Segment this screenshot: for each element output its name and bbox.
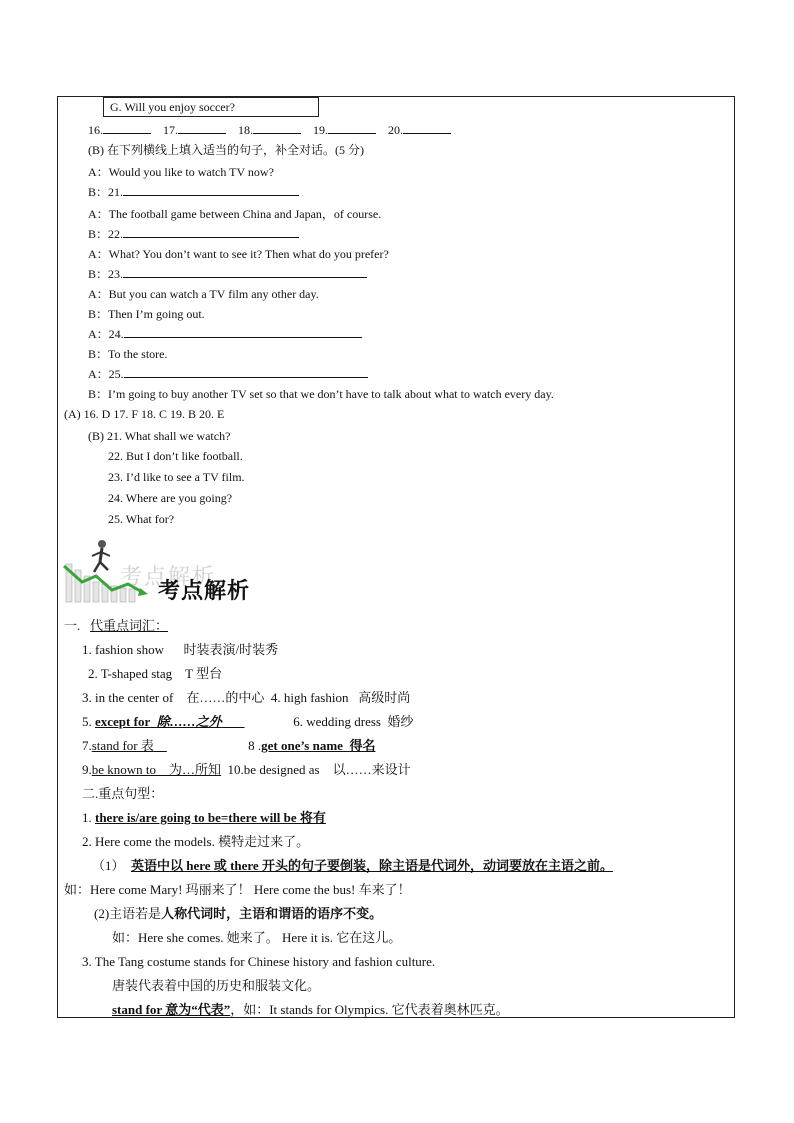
vocab-cn: 在……的中心	[186, 690, 265, 705]
dialogue-text: But you can watch a TV film any other day.	[108, 287, 319, 301]
speaker-label: B：	[88, 227, 109, 241]
vocab-item-7-8	[82, 737, 375, 755]
sentence-1	[82, 809, 326, 827]
blank-label-16: 16.	[88, 123, 103, 137]
blank-label-18: 18.	[238, 123, 253, 137]
answer-blank-20[interactable]	[403, 122, 451, 134]
sentence-3-note	[112, 1001, 509, 1019]
dialogue-line	[88, 206, 381, 222]
vocab-num: 9.	[82, 762, 92, 777]
answers-part-a: (A) 16. D 17. F 18. C 19. B 20. E	[64, 407, 225, 421]
answer-blank-23[interactable]	[123, 266, 367, 278]
part-b-instruction: (B) 在下列横线上填入适当的句子，补全对话。(5 分)	[88, 143, 364, 157]
sentence-2-example-2: 如：Here she comes. 她来了。 Here it is. 它在这儿。	[112, 930, 402, 945]
sentences-heading: 二.重点句型：	[82, 786, 164, 801]
answer-blank-24[interactable]	[124, 326, 362, 338]
sentence-2: 2. Here come the models. 模特走过来了。	[82, 834, 310, 849]
dialogue-line	[88, 366, 368, 382]
vocab-en: except for 除……之外	[95, 714, 222, 729]
vocab-item-9-10	[82, 761, 411, 779]
answer-b-line: 23. I’d like to see a TV film.	[108, 470, 245, 484]
speaker-label: A：	[88, 247, 109, 261]
blank-label-19: 19.	[313, 123, 328, 137]
answer-b-line: 22. But I don’t like football.	[108, 449, 243, 463]
dialogue-text: The football game between China and Japan，of course.	[108, 207, 382, 221]
dialogue-text: 24.	[108, 327, 124, 341]
sentence-text: there is/are going to be=there will be 将有	[95, 810, 326, 825]
speaker-label: A：	[88, 327, 109, 341]
option-g-box: G. Will you enjoy soccer?	[103, 97, 319, 117]
answer-blank-21[interactable]	[123, 184, 299, 196]
vocab-cn: 以……来设计	[332, 762, 411, 777]
note-text: ，如：It stands for Olympics. 它代表着奥林匹克。	[230, 1002, 509, 1017]
vocab-en: be known to 为…所知	[91, 762, 222, 777]
dialogue-line	[88, 164, 274, 180]
answer-b-line: 24. Where are you going?	[108, 491, 233, 505]
sentence-2-rule-2	[94, 905, 382, 923]
vocab-item-5-6	[82, 713, 414, 731]
vocab-cn: 婚纱	[387, 714, 414, 729]
blank-label-20: 20.	[388, 123, 403, 137]
sentence-2-rule	[92, 857, 613, 875]
speaker-label: B：	[88, 387, 109, 401]
vocab-num: 5.	[82, 714, 92, 729]
answer-blank-row	[88, 122, 451, 138]
speaker-label: A：	[88, 207, 109, 221]
sentence-num: 1.	[82, 810, 92, 825]
dialogue-line	[88, 306, 205, 322]
speaker-label: A：	[88, 287, 109, 301]
heading-number: 一.	[64, 618, 81, 633]
note-keyword: stand for 意为“代表”	[112, 1002, 231, 1017]
answer-b-line: 25. What for?	[108, 512, 175, 526]
speaker-label: A：	[88, 165, 109, 179]
dialogue-text: 25.	[108, 367, 124, 381]
vocab-en: 1. fashion show	[82, 642, 164, 657]
dialogue-line	[88, 246, 389, 262]
vocab-item-2	[88, 665, 222, 683]
speaker-label: A：	[88, 367, 109, 381]
dialogue-line	[88, 326, 362, 342]
vocab-num: 7.	[82, 738, 92, 753]
rule-text: 英语中以 here 或 there 开头的句子要倒装，除主语是代词外，动词要放在主语之前。	[131, 858, 613, 873]
vocab-en: 10.be designed as	[227, 762, 320, 777]
speaker-label: B：	[88, 347, 109, 361]
rule-num: (2)主语若是	[94, 906, 162, 921]
dialogue-text: 23.	[108, 267, 124, 281]
vocab-num: 8 .	[248, 738, 262, 753]
dialogue-line	[88, 184, 299, 200]
vocab-item-3-4	[82, 689, 410, 707]
vocab-en: stand for 表	[91, 738, 154, 753]
section-logo-ghost: 考点解析	[120, 565, 217, 590]
rule-num: （1）	[92, 858, 125, 873]
rule-text: 人称代词时，主语和谓语的语序不变。	[161, 906, 383, 921]
dialogue-line	[88, 266, 367, 282]
vocab-cn: 时装表演/时装秀	[183, 642, 279, 657]
vocab-en: 6. wedding dress	[293, 714, 381, 729]
speaker-label: B：	[88, 267, 109, 281]
dialogue-line	[88, 386, 554, 402]
dialogue-text: 22.	[108, 227, 124, 241]
answer-blank-18[interactable]	[253, 122, 301, 134]
speaker-label: B：	[88, 307, 109, 321]
vocab-en: get one’s name 得名	[261, 738, 376, 753]
sentence-3: 3. The Tang costume stands for Chinese history and fashion culture.	[82, 954, 436, 969]
section-title: 考点解析	[158, 579, 251, 604]
answer-blank-19[interactable]	[328, 122, 376, 134]
speaker-label: B：	[88, 185, 109, 199]
answer-blank-17[interactable]	[178, 122, 226, 134]
vocab-en: 2. T-shaped stag	[88, 666, 173, 681]
sentence-2-example: 如：Here come Mary! 玛丽来了！ Here come the bus! 车来了！	[64, 882, 411, 897]
dialogue-line	[88, 346, 168, 362]
dialogue-text: I’m going to buy another TV set so that we don’t have to talk about what to watch every day.	[108, 387, 554, 401]
dialogue-text: Would you like to watch TV now?	[108, 165, 274, 179]
vocab-cn: 高级时尚	[358, 690, 411, 705]
heading-text: 代重点词汇：	[90, 618, 169, 633]
sentence-3-translation: 唐装代表着中国的历史和服装文化。	[112, 978, 321, 993]
answer-blank-22[interactable]	[123, 226, 299, 238]
vocab-cn: T 型台	[185, 666, 223, 681]
dialogue-line	[88, 226, 299, 242]
vocab-heading	[64, 617, 168, 635]
answer-b-line: (B) 21. What shall we watch?	[88, 429, 231, 443]
dialogue-text: To the store.	[108, 347, 168, 361]
answer-blank-16[interactable]	[103, 122, 151, 134]
answer-blank-25[interactable]	[124, 366, 368, 378]
vocab-en: 3. in the center of	[82, 690, 174, 705]
dialogue-text: What? You don’t want to see it? Then what do you prefer?	[108, 247, 389, 261]
dialogue-line	[88, 286, 319, 302]
dialogue-text: Then I’m going out.	[108, 307, 205, 321]
blank-label-17: 17.	[163, 123, 178, 137]
dialogue-text: 21.	[108, 185, 124, 199]
vocab-en: 4. high fashion	[270, 690, 349, 705]
vocab-item-1	[82, 641, 278, 659]
